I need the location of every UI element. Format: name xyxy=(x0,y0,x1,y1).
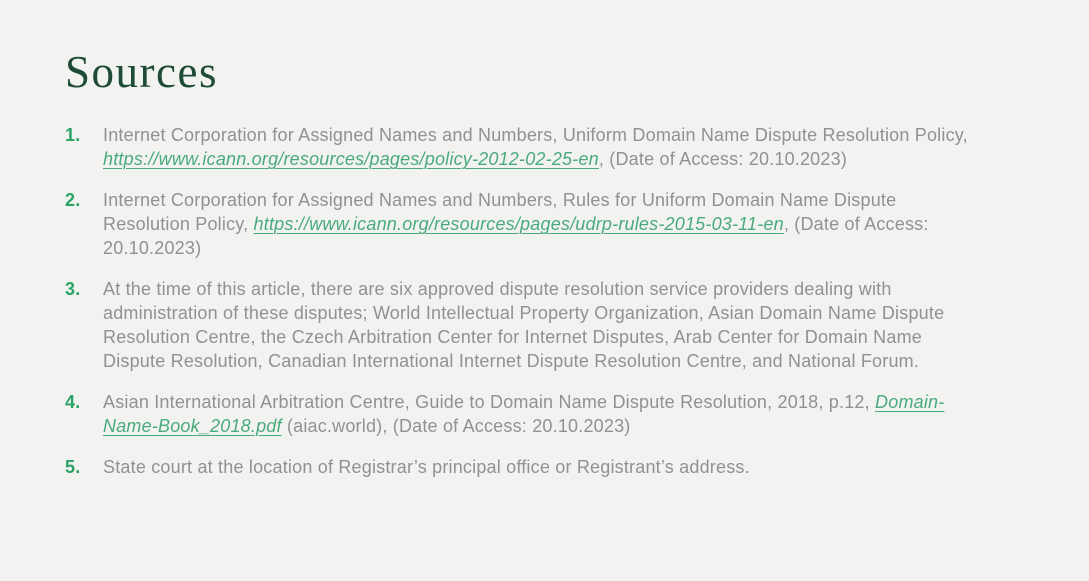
source-number: 1. xyxy=(65,125,81,145)
source-number: 4. xyxy=(65,392,81,412)
source-item xyxy=(65,188,989,260)
source-number: 5. xyxy=(65,457,81,477)
source-text xyxy=(103,123,983,171)
source-item xyxy=(65,455,989,479)
page-title: Sources xyxy=(65,47,218,97)
source-link[interactable]: https://www.icann.org/resources/pages/policy-2012-02-25-en xyxy=(103,149,599,169)
source-link[interactable]: Domain-Name-Book_2018.pdf xyxy=(103,392,945,436)
source-text-segment: , (Date of Access: 20.10.2023) xyxy=(103,214,929,258)
source-text xyxy=(103,455,983,479)
source-item xyxy=(65,390,989,438)
source-text-segment: State court at the location of Registrar’s principal office or Registrant’s address. xyxy=(103,457,750,477)
sources-list xyxy=(65,123,989,479)
source-number: 3. xyxy=(65,279,81,299)
source-text-segment: At the time of this article, there are six approved dispute resolution service providers dealing with administration of these disputes; World Intellectual Property Organization, Asian Domain Name Dispute Resolution Centre, the Czech Arbitration Center for Internet Disputes, Arab Center for Domain Name Dispute Resolution, Canadian International Internet Dispute Resolution Centre, and National Forum. xyxy=(103,279,945,371)
source-text-segment: Asian International Arbitration Centre, Guide to Domain Name Dispute Resolution, 2018, p.12, xyxy=(103,392,876,412)
source-item xyxy=(65,277,989,373)
source-item xyxy=(65,123,989,171)
source-text-segment: Internet Corporation for Assigned Names and Numbers, Rules for Uniform Domain Name Dispute Resolution Policy, xyxy=(103,190,897,234)
source-text xyxy=(103,390,983,438)
source-link[interactable]: https://www.icann.org/resources/pages/udrp-rules-2015-03-11-en xyxy=(253,214,784,234)
source-text-segment: , (Date of Access: 20.10.2023) xyxy=(598,149,848,169)
source-text-segment: (aiac.world), (Date of Access: 20.10.2023) xyxy=(281,416,631,436)
source-text xyxy=(103,188,983,260)
source-number: 2. xyxy=(65,190,81,210)
source-text-segment: Internet Corporation for Assigned Names and Numbers, Uniform Domain Name Dispute Resolution Policy, xyxy=(103,125,968,145)
source-text xyxy=(103,277,983,373)
